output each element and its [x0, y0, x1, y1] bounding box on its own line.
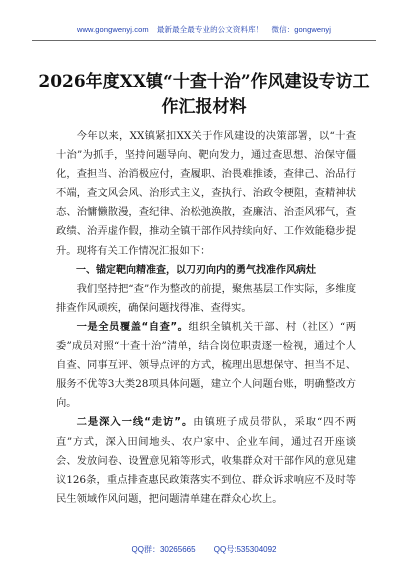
section-1-intro-text: 我们坚持把“查”作为整改的前提，聚焦基层工作实际，多维度排查作风顽疾，确保问题找得准、查得实。 — [56, 282, 356, 314]
point-field-visit-lead: 二是深入一线“走访”。 — [76, 416, 194, 429]
header-divider — [32, 40, 376, 41]
intro-text: 今年以来，XX镇紧扣XX关于作风建设的决策部署，以“十查十治”为抓手，坚持问题导向、靶向发力，通过查思想、治保守僵化，查担当、治消极应付，查履职、治畏难推诿，查律己、治品行不端，查文风会风、治形式主义，查执行、治政令梗阻，查精神状态、治慵懒散漫，查纪律、治松弛涣散，查廉洁、治歪风邪气，查政绩、治弄虚作假，推动全镇干部作风持续向好、工作效能稳步提升。现将有关工作情况汇报如下： — [56, 130, 356, 257]
page-header — [0, 24, 408, 35]
section-heading-1: 一、锚定靶向精准查，以刀刃向内的勇气找准作风病灶 — [76, 264, 316, 276]
section-1-intro — [56, 280, 356, 318]
intro-paragraph — [56, 127, 356, 261]
document-title: 2026年度XX镇“十查十治”作风建设专访工作汇报材料 — [38, 72, 370, 117]
point-self-check — [56, 318, 356, 413]
header-slogan: 最新最全最专业的公文资料库！ — [156, 25, 264, 34]
header-wechat: 微信：gongwenyj — [271, 25, 332, 34]
point-self-check-text: 组织全镇机关干部、村（社区）“两委”成员对照“十查十治”清单，结合岗位职责逐一检视，通过个人自查、同事互评、领导点评的方式，梳理出思想保守、担当不足、服务不优等3大类28项具体问题，建立个人问题台账，明确整改方向。 — [56, 320, 356, 410]
point-self-check-lead: 一是全员覆盖“自查”。 — [76, 320, 189, 333]
footer-qq-number: QQ号:535304092 — [213, 545, 277, 554]
point-field-visit-text: 由镇班子成员带队，采取“四不两直”方式，深入田间地头、农户家中、企业车间，通过召开座谈会、发放问卷、设置意见箱等形式，收集群众对干部作风的意见建议126条，重点排查惠民政策落实不到位、群众诉求响应不及时等民生领域作风问题，把问题清单建在群众心坎上。 — [56, 416, 356, 505]
page-footer — [0, 544, 408, 555]
footer-qq-group: QQ群：30265665 — [131, 545, 196, 554]
header-site-link[interactable]: www.gongwenyj.com — [76, 25, 149, 34]
document-body — [56, 127, 356, 509]
point-field-visit — [56, 413, 356, 508]
